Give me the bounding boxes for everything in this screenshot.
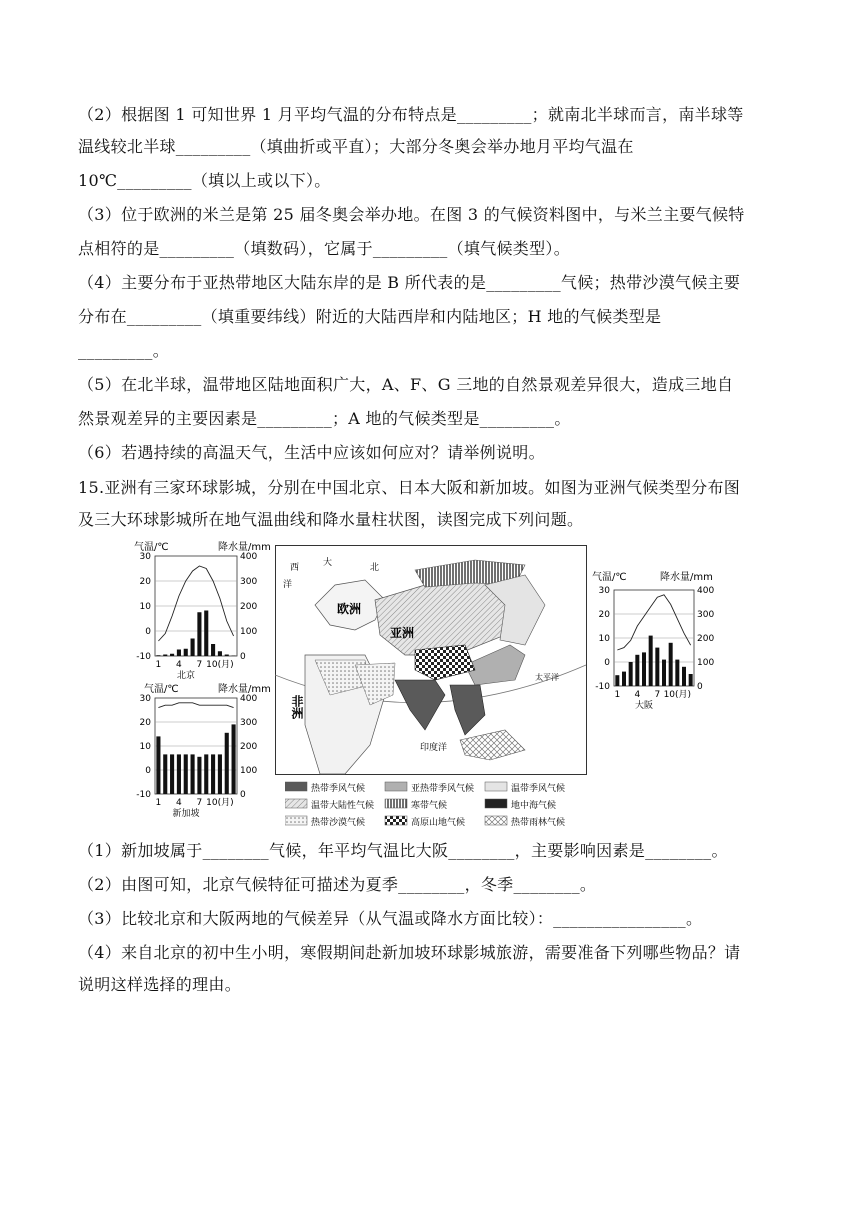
temperature-curve <box>617 595 690 650</box>
precip-bar <box>211 644 215 656</box>
precip-bar <box>191 639 195 657</box>
label-indian-ocean: 印度洋 <box>420 743 448 753</box>
precip-bar <box>225 655 229 657</box>
x-tick-label: 7 <box>654 690 661 700</box>
left-tick-label: -10 <box>136 652 151 662</box>
right-tick-label: 400 <box>697 586 715 596</box>
label-big: 大 <box>323 558 333 568</box>
right-tick-label: 0 <box>240 652 246 662</box>
left-tick-label: 10 <box>139 602 151 612</box>
precip-axis-label: 降水量/mm <box>218 684 271 695</box>
osaka-climate-chart <box>590 568 730 713</box>
legend-label: 亚热带季风气候 <box>411 784 475 794</box>
precip-bar <box>675 660 679 686</box>
legend-swatch <box>485 799 507 808</box>
left-tick-label: 20 <box>139 577 151 587</box>
label-north: 北 <box>370 563 380 573</box>
city-label: 新加坡 <box>172 809 200 819</box>
precip-bar <box>156 736 160 794</box>
right-tick-label: 100 <box>240 627 258 637</box>
right-tick-label: 100 <box>240 766 258 776</box>
legend-swatch <box>285 782 307 791</box>
x-tick-label: 7 <box>196 660 203 670</box>
precip-bar <box>156 655 160 656</box>
right-tick-label: 200 <box>697 634 715 644</box>
legend-swatch <box>385 799 407 808</box>
beijing-climate-chart <box>130 538 275 688</box>
temperature-curve <box>158 566 233 641</box>
legend-label: 高原山地气候 <box>411 818 466 828</box>
label-asia: 亚洲 <box>390 626 415 640</box>
precip-bar <box>191 754 195 794</box>
text-line: （1）新加坡属于________气候，年平均气温比大阪________，主要影响因素是________。 <box>78 841 728 860</box>
precip-bar <box>204 754 208 794</box>
legend-label: 热带沙漠气候 <box>311 818 366 828</box>
temp-axis-label: 气温/℃ <box>134 542 169 553</box>
x-tick-label: 10(月) <box>206 660 234 670</box>
precip-bar <box>184 754 188 794</box>
text-line: （4）主要分布于亚热带地区大陆东岸的是 B 所代表的是_________气候；热带沙漠气候主要 <box>78 273 741 292</box>
left-tick-label: -10 <box>136 790 151 800</box>
text-line: （2）由图可知，北京气候特征可描述为夏季________，冬季________。 <box>78 875 597 894</box>
left-tick-label: 20 <box>598 610 610 620</box>
precip-bar <box>615 675 619 686</box>
x-tick-label: 1 <box>614 690 621 700</box>
left-tick-label: -10 <box>595 682 610 692</box>
text-line: （3）比较北京和大阪两地的气候差异（从气温或降水方面比较）：________________。 <box>78 909 703 928</box>
text-line: （3）位于欧洲的米兰是第 25 届冬奥会举办地。在图 3 的气候资料图中，与米兰主要气候特 <box>78 205 745 224</box>
label-africa: 非洲 <box>290 695 304 719</box>
precip-axis-label: 降水量/mm <box>218 542 271 553</box>
text-line: 点相符的是_________（填数码），它属于_________（填气候类型）。 <box>78 239 571 258</box>
precip-bar <box>622 672 626 686</box>
left-tick-label: 30 <box>598 586 610 596</box>
legend-label: 温带大陆性气候 <box>311 801 375 811</box>
text-line: 10℃_________（填以上或以下）。 <box>78 171 331 190</box>
precip-bar <box>197 757 201 794</box>
asia-climate-map <box>275 545 587 775</box>
x-tick-label: 1 <box>155 798 162 808</box>
precip-bar <box>163 754 167 794</box>
text-line: （4）来自北京的初中生小明，寒假期间赴新加坡环球影城旅游，需要准备下列哪些物品？请 <box>78 943 741 962</box>
precip-bar <box>170 654 174 656</box>
x-tick-label: 1 <box>155 660 162 670</box>
right-tick-label: 0 <box>697 682 703 692</box>
legend-label: 地中海气候 <box>511 801 557 811</box>
right-tick-label: 400 <box>240 694 258 704</box>
precip-bar <box>655 648 659 686</box>
temperature-curve <box>158 703 233 708</box>
precip-bar <box>177 754 181 794</box>
x-tick-label: 10(月) <box>663 690 692 700</box>
precip-bar <box>170 754 174 794</box>
legend-label: 热带季风气候 <box>311 784 366 794</box>
legend-swatch <box>285 816 307 825</box>
precip-bar <box>225 733 229 794</box>
left-tick-label: 0 <box>604 658 610 668</box>
precip-axis-label: 降水量/mm <box>660 572 713 583</box>
legend-swatch <box>485 816 507 825</box>
text-line: 然景观差异的主要因素是_________；A 地的气候类型是_________。 <box>78 409 571 428</box>
city-label: 北京 <box>176 671 196 681</box>
precip-bar <box>682 667 686 686</box>
left-tick-label: 10 <box>598 634 610 644</box>
precip-bar <box>662 660 666 686</box>
text-line: （6）若遇持续的高温天气，生活中应该如何应对？请举例说明。 <box>78 443 545 462</box>
precip-bar <box>218 754 222 794</box>
legend-swatch <box>485 782 507 791</box>
text-line: _________。 <box>78 341 169 360</box>
text-line: （5）在北半球，温带地区陆地面积广大，A、F、G 三地的自然景观差异很大，造成三地自 <box>78 375 734 394</box>
left-tick-label: 10 <box>139 742 151 752</box>
label-pacific: 太平洋 <box>535 673 559 682</box>
x-tick-label: 7 <box>196 798 203 808</box>
right-tick-label: 0 <box>240 790 246 800</box>
text-line: （2）根据图 1 可知世界 1 月平均气温的分布特点是_________；就南北半球而言，南半球等 <box>78 105 744 124</box>
text-line: 说明这样选择的理由。 <box>78 975 242 994</box>
precip-bar <box>184 649 188 656</box>
legend-swatch <box>385 816 407 825</box>
temp-axis-label: 气温/℃ <box>592 572 627 583</box>
legend-label: 温带季风气候 <box>511 784 566 794</box>
label-west: 西 <box>290 563 300 573</box>
map-legend <box>285 780 585 832</box>
label-ocean: 洋 <box>283 580 293 590</box>
right-tick-label: 400 <box>240 552 258 562</box>
precip-bar <box>204 611 208 657</box>
legend-swatch <box>285 799 307 808</box>
precip-bar <box>211 754 215 794</box>
text-line: 分布在_________（填重要纬线）附近的大陆西岸和内陆地区；H 地的气候类型是 <box>78 307 662 326</box>
right-tick-label: 300 <box>240 577 258 587</box>
x-tick-label: 4 <box>176 798 182 808</box>
legend-label: 寒带气候 <box>411 801 448 811</box>
right-tick-label: 100 <box>697 658 715 668</box>
city-label: 大阪 <box>634 701 654 711</box>
precip-bar <box>635 655 639 686</box>
text-line: 温线较北半球_________（填曲折或平直）；大部分冬奥会举办地月平均气温在 <box>78 137 634 156</box>
right-tick-label: 200 <box>240 602 258 612</box>
precip-bar <box>642 652 646 686</box>
x-tick-label: 4 <box>176 660 182 670</box>
precip-bar <box>177 650 181 657</box>
left-tick-label: 30 <box>139 552 151 562</box>
legend-label: 热带雨林气候 <box>511 818 566 828</box>
precip-bar <box>163 655 167 657</box>
left-tick-label: 0 <box>145 627 151 637</box>
precip-bar <box>629 662 633 686</box>
x-tick-label: 4 <box>634 690 641 700</box>
right-tick-label: 200 <box>240 742 258 752</box>
singapore-climate-chart <box>130 680 275 825</box>
temp-axis-label: 气温/℃ <box>144 684 179 695</box>
label-europe: 欧洲 <box>337 602 362 616</box>
text-line: 15.亚洲有三家环球影城，分别在中国北京、日本大阪和新加坡。如图为亚洲气候类型分布图 <box>78 478 741 497</box>
right-tick-label: 300 <box>697 610 715 620</box>
left-tick-label: 20 <box>139 718 151 728</box>
left-tick-label: 0 <box>145 766 151 776</box>
precip-bar <box>197 612 201 656</box>
precip-bar <box>649 636 653 686</box>
text-line: 及三大环球影城所在地气温曲线和降水量柱状图，读图完成下列问题。 <box>78 510 584 529</box>
precip-bar <box>232 656 236 657</box>
precip-bar <box>689 674 693 686</box>
precip-bar <box>669 643 673 686</box>
right-tick-label: 300 <box>240 718 258 728</box>
precip-bar <box>232 724 236 794</box>
x-tick-label: 10(月) <box>206 798 234 808</box>
legend-swatch <box>385 782 407 791</box>
precip-bar <box>218 651 222 656</box>
left-tick-label: 30 <box>139 694 151 704</box>
